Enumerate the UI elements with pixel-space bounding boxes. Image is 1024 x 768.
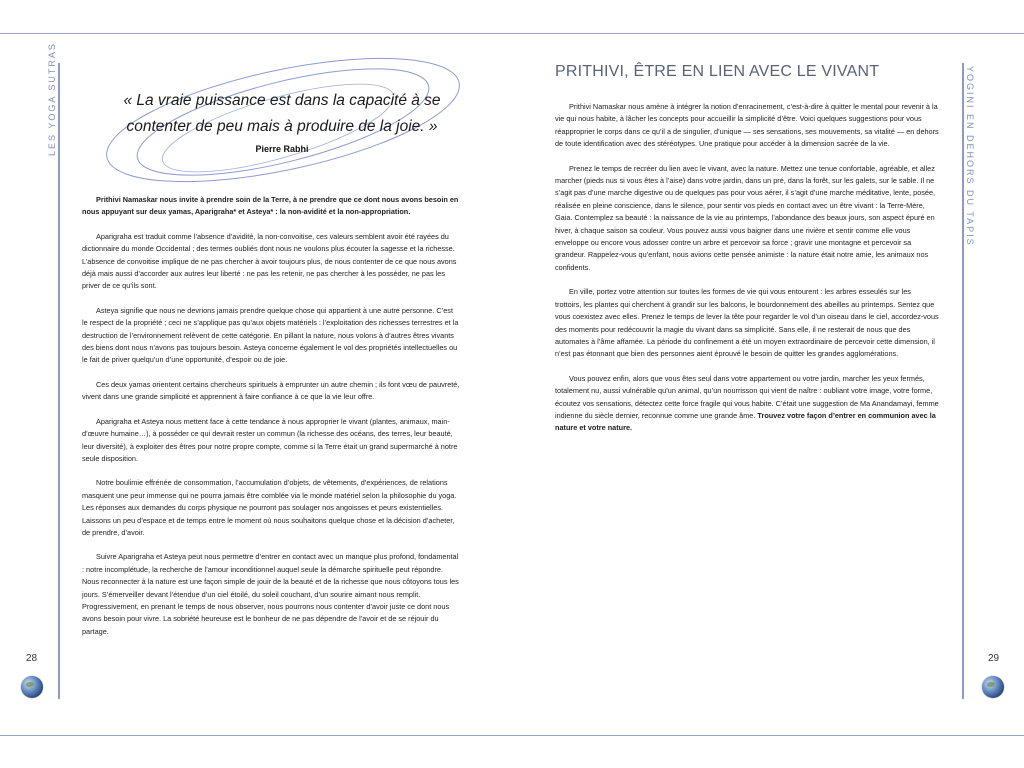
body-paragraph: En ville, portez votre attention sur toutes les formes de vie qui vous entourent : les arbres esseulés sur les trottoirs, les plantes qui cherchent à grandir sur les balcons, le bourdonnement des abeilles au printemps. Sentez que vous coexistez avec elles. Prenez le temps de lever la tête pour regarder le vol d’un oiseau dans le ciel, accordez-vous des moments pour redécouvrir la magie du vivant dans sa simplicité. Sans elle, il ne resterait de nous que des automates à l’âme affamée. La période du confinement a été un moyen extraordinaire de percevoir cette dimension, il n’est pas étonnant que bien des personnes aient éprouvé le besoin de quitter les grandes agglomérations. [555,287,939,359]
left-side-title: LES YOGA SUTRAS [47,42,57,156]
body-text: Vous pouvez enfin, alors que vous êtes seul dans votre appartement ou votre jardin, marcher les yeux fermés, totalement nu, aussi vulnérable qu’un animal, qu’un nourrisson qui vient de naître : oubliant votre image, votre forme, écoutez vos sensations, détectez cette force fragile qui vous habite. C’était une suggestion de Ma Anandamayi, femme indienne du siècle dernier, reconnue comme une grande âme. [555,373,939,420]
quote-text: « La vraie puissance est dans la capacité à se contenter de peu mais à produire de la joie. » [123,92,441,135]
body-paragraph: Suivre Aparigraha et Asteya peut nous permettre d’entrer en contact avec un manque plus profond, fondamental : notre incomplétude, la recherche de l’amour inconditionnel auquel seule la démarche spirituelle peut répondre. Nous reconnecter à la nature est une façon simple de jouir de la beauté et de la richesse que nous côtoyons tous les jours. S’émerveiller devant l’étendue d’un ciel étoilé, du soleil couchant, d’un sourire aimant nous remplit. Progressivement, en prenant le temps de nous observer, nous pourrons nous contenter d’avoir juste ce dont nous avons besoin pour vivre. La sobriété heureuse est le bonheur de ne pas dépendre de l’avoir et de se réjouir du partage. [82,552,459,636]
bottom-border-line [0,735,1024,736]
top-border-line [0,33,1024,34]
earth-globe-icon [982,676,1004,698]
body-paragraph: Aparigraha est traduit comme l’absence d’avidité, la non-convoitise, ces valeurs semblent avoir été rayées du dictionnaire du monde Occidental ; des termes oubliés dont nous ne voulons plus écouter la sagesse et la richesse. L’absence de convoitise implique de ne pas chercher à avoir toujours plus, de nous contenter de ce que nous avons déjà mais aussi d’accorder aux autres leur liberté : ne pas les retenir, ne pas chercher à les posséder, ne pas les priver de ce qu’ils sont. [82,231,457,291]
page-title: PRITHIVI, ÊTRE EN LIEN AVEC LE VIVANT [555,63,880,80]
right-body-column [555,101,939,447]
body-paragraph: Notre boulimie effrénée de consommation, l’accumulation d’objets, de vêtements, d’expériences, de relations masquent une peur immense qui ne pourra jamais être comblée via le monde matériel selon la philosophie du yoga. Les réponses aux demandes du corps physique ne pourront pas soulager nos angoisses et peurs existentielles. Laissons un peu d’espace et de temps entre le moment où nous souhaitons quelque chose et la décision d’acheter, de prendre, d’avoir. [82,478,457,537]
right-margin-rule [962,63,964,699]
body-paragraph: Ces deux yamas orientent certains chercheurs spirituels à emprunter un autre chemin ; ils font vœu de pauvreté, vivent dans une grande simplicité et apprennent à faire confiance à ce que la vie leur offre. [82,379,460,402]
left-body-column [82,194,460,650]
intro-text: Prithivi Namaskar nous invite à prendre soin de la Terre, à ne prendre que ce dont nous avons besoin en nous appuyant sur deux yamas, Aparigraha* et Asteya* : la non-avidité et la non-appropriation. [82,195,459,217]
left-page-number: 28 [26,653,38,664]
closing-bold-text: Trouvez votre façon d’entrer en communion avec la nature et votre nature. [555,410,936,433]
body-paragraph: Asteya signifie que nous ne devrions jamais prendre quelque chose qui appartient à une autre personne. C’est le respect de la propriété ; ceci ne s’applique pas qu’aux objets matériels : l’exploitation des richesses terrestres et la destruction de l’environnement relèvent de cette catégorie. En pillant la nature, nous volons à d’autres êtres vivants des biens dont nous n’avons pas toujours besoin. Asteya concerne également le vol des propriétés intellectuelles ou le fait de priver quelqu’un d’une opportunité, d’espoir ou de joie. [82,305,459,365]
right-page-number: 29 [988,653,1000,664]
body-paragraph [555,373,939,435]
body-paragraph: Prenez le temps de recréer du lien avec le vivant, avec la nature. Mettez une tenue confortable, agréable, et allez marcher (pieds nus si vous êtes à l’aise) dans votre jardin, dans un pré, dans la forêt, sur les galets, sur le sable. Il ne s’agit pas d’une marche digestive ou de quelques pas pour vous aérer, il s’agit d’une marche méditative, lente, posée, réalisée en pleine conscience, dans le silence, pour sentir vos pieds en contact avec un être vivant : la Terre-Mère, Gaia. Contemplez sa beauté : la naissance de la vie au printemps, l’abondance des beaux jours, son aspect épuré en hiver, à chaque saison sa couleur. Vous pouvez aussi vous baigner dans une rivière et sentir comme elle vous enveloppe ou encore vous adosser contre un arbre et percevoir sa force ; gravir une montagne et percevoir sa grandeur. Rappelez-vous qu’enfant, nous avions cette pensée animiste : la nature était notre amie, les animaux nos confidents. [555,163,936,272]
right-side-title: YOGINI EN DEHORS DU TAPIS [965,66,975,247]
intro-paragraph [82,194,460,219]
body-paragraph: Aparigraha et Asteya nous mettent face à cette tendance à nous approprier le vivant (plantes, animaux, main-d’œuvre humaine…), à posséder ce qui devrait rester un commun (la richesse des océans, des terres, leur beauté, leur diversité), à exploiter des êtres pour notre propre compte, comme si la Terre était un grand supermarché à notre seule disposition. [82,416,458,463]
left-margin-rule [58,63,60,699]
body-paragraph: Prithivi Namaskar nous amène à intégrer la notion d’enracinement, c’est-à-dire à quitter le mental pour revenir à la vie qui nous habite, à lâcher les concepts pour accueillir la simplicité d’être. Voici quelques suggestions pour vous réapproprier le corps dans ce qu’il a de singulier, d’unique — ses sensations, ses mouvements, sa vitalité — en dehors de toute identification avec des stéréotypes. Une pratique pour accéder à la dimension sacrée de la vie. [555,102,939,149]
quote-author: Pierre Rabhi [255,144,309,154]
earth-globe-icon [21,676,43,698]
